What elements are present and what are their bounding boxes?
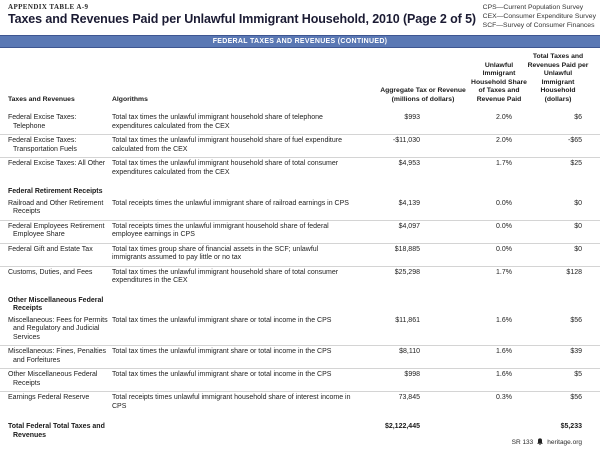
- row-share: 1.7%: [496, 160, 512, 167]
- section-bar: FEDERAL TAXES AND REVENUES (CONTINUED): [0, 35, 600, 48]
- row-share: 1.6%: [496, 348, 512, 355]
- legend-line-cex: CEX—Consumer Expenditure Survey: [482, 13, 596, 20]
- row-name: Federal Excise Taxes: Telephone: [8, 114, 77, 130]
- row-per-household: $25: [570, 160, 582, 167]
- row-algorithm: Total receipts times unlawful immigrant household share of interest income in CPS: [112, 394, 351, 410]
- table-row: [0, 220, 600, 243]
- footer: [512, 438, 582, 446]
- survey-legend: [483, 3, 596, 30]
- total-share: [420, 423, 512, 440]
- footer-report-id: SR 133: [511, 438, 534, 446]
- row-name: Earnings Federal Reserve: [8, 394, 90, 401]
- row-share: 0.0%: [496, 222, 512, 230]
- row-share: 1.7%: [496, 268, 512, 276]
- row-name: Federal Excise Taxes: All Other: [8, 160, 106, 167]
- row-name: Miscellaneous: Fees for Permits and Regulatory and Judicial Services: [8, 316, 108, 341]
- row-aggregate: $998: [404, 371, 420, 378]
- row-share: 1.6%: [496, 316, 512, 324]
- table-group: [0, 112, 600, 180]
- total-row-name: Total Federal Total Taxes and Revenues: [8, 423, 105, 439]
- row-aggregate: $8,110: [399, 348, 420, 355]
- row-algorithm: Total receipts times the unlawful immigrant share of railroad earnings in CPS: [112, 199, 349, 207]
- row-algorithm: Total tax times the unlawful immigrant household share of fuel expenditure calculated from the CEX: [112, 137, 342, 153]
- row-algorithm: Total receipts times the unlawful immigrant household share of federal employee earnings in CPS: [112, 222, 329, 238]
- row-per-household: $0: [574, 222, 582, 230]
- total-per-household: $5,233: [560, 423, 582, 430]
- row-per-household: $39: [570, 348, 582, 355]
- row-aggregate: $25,298: [394, 268, 420, 276]
- row-name: Federal Employees Retirement Employee Share: [8, 222, 105, 238]
- row-algorithm: Total tax times the unlawful immigrant household share of total consumer expenditures in the CEX: [112, 268, 339, 284]
- row-aggregate: $4,139: [398, 199, 420, 207]
- row-aggregate: $4,097: [398, 222, 420, 230]
- table-row: [0, 266, 600, 289]
- column-header-per-household: Total Taxes and Revenues Paid per Unlawful Immigrant Household (dollars): [527, 53, 589, 103]
- row-aggregate: $18,885: [394, 245, 420, 253]
- row-per-household: -$65: [567, 137, 582, 144]
- legend-line-cps: CPS—Current Population Survey: [482, 4, 584, 11]
- row-name: Federal Gift and Estate Tax: [8, 245, 93, 253]
- row-algorithm: Total tax times group share of financial assets in the SCF; unlawful immigrants assumed to pay little or no tax: [112, 245, 319, 261]
- row-aggregate: 73,845: [398, 394, 420, 401]
- table-row: [0, 198, 600, 220]
- table-row: [0, 134, 600, 157]
- table-row: [0, 243, 600, 266]
- total-row: [0, 421, 600, 443]
- row-share: 0.0%: [496, 245, 512, 253]
- table-group: [0, 295, 600, 415]
- row-per-household: $5: [574, 371, 582, 378]
- row-per-household: $0: [574, 199, 582, 207]
- row-share: 0.0%: [496, 199, 512, 207]
- table-row: [0, 157, 600, 180]
- row-share: 2.0%: [496, 137, 512, 144]
- table-row: [0, 368, 600, 391]
- row-algorithm: Total tax times the unlawful immigrant share or total income in the CPS: [112, 348, 332, 355]
- row-name: Railroad and Other Retirement Receipts: [8, 199, 104, 215]
- row-share: 0.3%: [496, 394, 512, 401]
- page-title: Taxes and Revenues Paid per Unlawful Immigrant Household, 2010 (Page 2 of 5): [8, 12, 476, 26]
- column-header-aggregate: Aggregate Tax or Revenue (millions of dollars): [380, 87, 466, 103]
- row-algorithm: Total tax times the unlawful immigrant share or total income in the CPS: [112, 316, 332, 324]
- row-share: 1.6%: [496, 371, 512, 378]
- row-name: Miscellaneous: Fines, Penalties and Forfeitures: [8, 348, 107, 364]
- heritage-bell-icon: [536, 438, 544, 446]
- table-row: [0, 345, 600, 368]
- row-share: 2.0%: [496, 114, 512, 121]
- row-name: Federal Excise Taxes: Transportation Fuels: [8, 137, 77, 153]
- row-aggregate: $4,953: [398, 160, 420, 167]
- section-header: Federal Retirement Receipts: [8, 188, 103, 195]
- row-name: Other Miscellaneous Federal Receipts: [8, 371, 98, 387]
- table-row: [0, 391, 600, 414]
- row-per-household: $56: [570, 394, 582, 401]
- row-per-household: $56: [570, 316, 582, 324]
- column-header-taxes: Taxes and Revenues: [8, 95, 75, 103]
- row-per-household: $128: [566, 268, 582, 276]
- row-per-household: $0: [574, 245, 582, 253]
- total-aggregate: $2,122,445: [384, 423, 420, 430]
- row-algorithm: Total tax times the unlawful immigrant household share of total consumer expenditures calculated from the CEX: [112, 160, 339, 176]
- table-body: [0, 112, 600, 443]
- row-algorithm: Total tax times the unlawful immigrant share or total income in the CPS: [112, 371, 332, 378]
- column-header-algorithms: Algorithms: [112, 95, 148, 103]
- column-headers: [0, 49, 600, 106]
- row-aggregate: $993: [404, 114, 420, 121]
- table-row: [0, 315, 600, 346]
- row-aggregate: -$11,030: [392, 137, 420, 144]
- row-name: Customs, Duties, and Fees: [8, 268, 93, 276]
- section-header: Other Miscellaneous Federal Receipts: [8, 296, 104, 312]
- column-header-share: Unlawful Immigrant Household Share of Taxes and Revenue Paid: [471, 61, 527, 103]
- table-group: [0, 186, 600, 289]
- table-row: [0, 112, 600, 134]
- footer-site: heritage.org: [547, 438, 582, 446]
- appendix-label: APPENDIX TABLE A-9: [8, 3, 89, 11]
- legend-line-scf: SCF—Survey of Consumer Finances: [482, 22, 595, 29]
- row-algorithm: Total tax times the unlawful immigrant household share of telephone expenditures calculated from the CEX: [112, 114, 323, 130]
- row-per-household: $6: [574, 114, 582, 121]
- row-aggregate: $11,861: [395, 316, 420, 324]
